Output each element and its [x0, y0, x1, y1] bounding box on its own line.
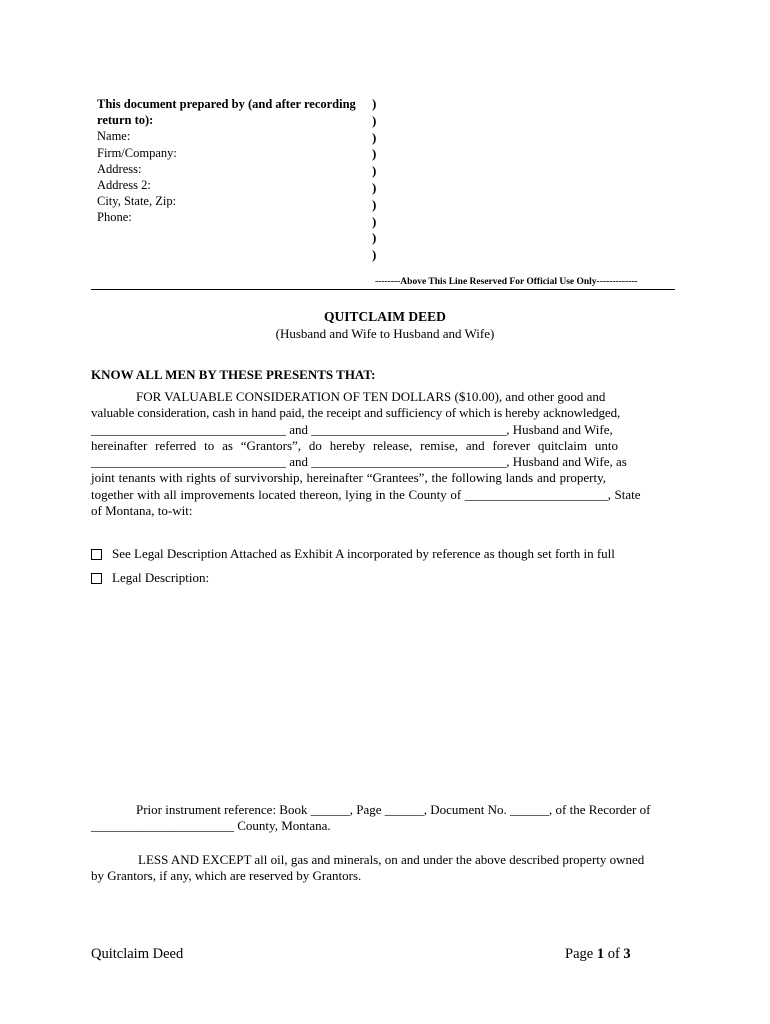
- preparer-block: [97, 96, 372, 226]
- know-all-men-heading: KNOW ALL MEN BY THESE PRESENTS THAT:: [91, 367, 376, 382]
- paren: ): [372, 247, 377, 263]
- exhibit-option-label: See Legal Description Attached as Exhibit A incorporated by reference as though set forth in full: [112, 546, 615, 561]
- horizontal-divider: [91, 289, 675, 290]
- paren: ): [372, 196, 377, 212]
- exhibit-option-row: [91, 546, 615, 562]
- body-line-7: together with all improvements located thereon, lying in the County of ______________________, State: [91, 486, 641, 502]
- body-line-3: [91, 422, 679, 438]
- paren: ): [372, 213, 377, 229]
- page-word: Page: [565, 946, 594, 962]
- less-and-except-paragraph: [91, 852, 679, 885]
- preparer-heading-line1: This document prepared by (and after recording: [97, 97, 356, 111]
- body-line-1: [91, 389, 679, 405]
- grantee-2-blank[interactable]: ______________________________, Husband and Wife, as: [311, 454, 627, 470]
- field-name-label: Name:: [97, 129, 131, 144]
- footer-page-number: [565, 946, 631, 963]
- paren: ): [372, 230, 377, 246]
- prior-line-1: Prior instrument reference: Book ______, Page ______, Document No. ______, of the Recorder of: [136, 802, 651, 817]
- document-subtitle: (Husband and Wife to Husband and Wife): [275, 326, 495, 341]
- less-line-1: LESS AND EXCEPT all oil, gas and minerals, on and under the above described property owned: [138, 852, 645, 867]
- preparer-heading-line2: return to):: [97, 113, 154, 128]
- document-title: QUITCLAIM DEED: [324, 309, 446, 324]
- paren: ): [372, 163, 377, 179]
- page-total: 3: [623, 946, 631, 962]
- body-line-4: hereinafter referred to as “Grantors”, do hereby release, remise, and forever quitclaim unto: [91, 437, 618, 453]
- field-city-state-zip-label: City, State, Zip:: [97, 194, 177, 209]
- prior-instrument-paragraph: [91, 802, 679, 835]
- paren: ): [372, 146, 377, 162]
- page-current: 1: [596, 946, 605, 962]
- less-line-2: by Grantors, if any, which are reserved by Grantors.: [91, 868, 362, 884]
- reserved-note: --------Above This Line Reserved For Official Use Only-------------: [375, 277, 638, 287]
- paren: ): [372, 179, 377, 195]
- field-address-label: Address:: [97, 161, 142, 176]
- paren: ): [372, 112, 377, 128]
- grantee-1-blank[interactable]: ______________________________ and: [91, 454, 309, 470]
- of-word: of: [607, 946, 620, 962]
- body-line-8: of Montana, to-wit:: [91, 503, 193, 519]
- body-line-6: joint tenants with rights of survivorship, hereinafter “Grantees”, the following lands and property,: [91, 470, 607, 486]
- grantor-1-blank[interactable]: ______________________________ and: [91, 421, 309, 437]
- field-address2-label: Address 2:: [97, 178, 151, 193]
- body-line-5: [91, 454, 679, 470]
- field-firm-label: Firm/Company:: [97, 145, 177, 160]
- exhibit-checkbox[interactable]: [91, 549, 102, 560]
- legal-description-label: Legal Description:: [112, 570, 210, 585]
- field-phone-label: Phone:: [97, 210, 132, 225]
- footer-document-name: Quitclaim Deed: [91, 946, 184, 962]
- conveyance-paragraph: [91, 389, 679, 519]
- body-line-1-text: FOR VALUABLE CONSIDERATION OF TEN DOLLARS ($10.00), and other good and: [136, 389, 606, 404]
- grantor-2-blank[interactable]: ______________________________, Husband and Wife,: [311, 421, 613, 437]
- legal-description-option-row: [91, 570, 209, 586]
- body-line-2: valuable consideration, cash in hand paid, the receipt and sufficiency of which is hereby acknowledged,: [91, 405, 621, 421]
- paren-column: [372, 96, 376, 264]
- legal-description-checkbox[interactable]: [91, 573, 102, 584]
- paren: ): [372, 129, 377, 145]
- prior-line-2: ______________________ County, Montana.: [91, 818, 331, 834]
- paren: ): [372, 96, 377, 111]
